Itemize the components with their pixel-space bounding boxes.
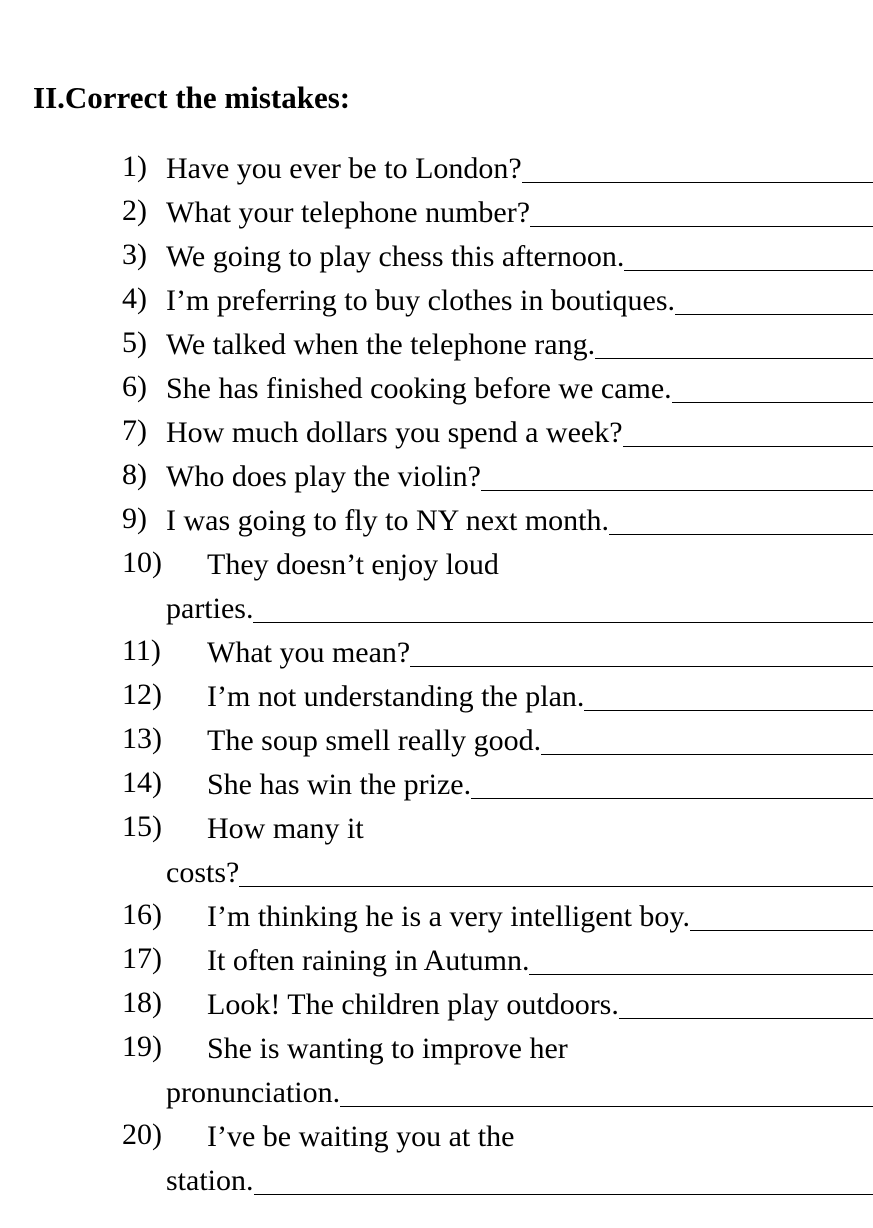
item-sentence-continuation: parties. [166,592,254,625]
item-sentence: How many it [207,812,364,845]
answer-blank[interactable] [595,357,873,359]
item-sentence: Look! The children play outdoors. [207,988,619,1021]
answer-blank[interactable] [410,665,873,667]
exercise-item-continuation [0,587,873,631]
exercise-item [0,367,873,411]
item-sentence: I’m preferring to buy clothes in boutiques. [166,284,676,317]
answer-blank[interactable] [609,533,873,535]
item-sentence: How much dollars you spend a week? [166,416,623,449]
exercise-item [0,1027,873,1071]
item-number: 13) [122,722,162,755]
exercise-item-continuation [0,851,873,895]
exercise-item [0,983,873,1027]
item-number: 7) [122,414,147,447]
item-sentence: It often raining in Autumn. [207,944,530,977]
item-sentence-continuation: costs? [166,856,240,889]
answer-blank[interactable] [254,1193,873,1195]
item-number: 12) [122,678,162,711]
item-number: 6) [122,370,147,403]
item-number: 19) [122,1030,162,1063]
answer-blank[interactable] [624,269,873,271]
exercise-item [0,499,873,543]
exercise-item [0,807,873,851]
item-number: 14) [122,766,162,799]
exercise-item-continuation [0,1071,873,1115]
answer-blank[interactable] [481,489,873,491]
answer-blank[interactable] [530,225,873,227]
item-number: 2) [122,194,147,227]
item-sentence: Have you ever be to London? [166,152,522,185]
item-sentence: The soup smell really good. [207,724,542,757]
item-sentence: They doesn’t enjoy loud [207,548,499,581]
exercise-item [0,323,873,367]
section-heading: II.Correct the mistakes: [33,80,351,115]
exercise-item [0,631,873,675]
item-number: 10) [122,546,162,579]
item-sentence: We talked when the telephone rang. [166,328,596,361]
answer-blank[interactable] [584,709,873,711]
item-number: 15) [122,810,162,843]
exercise-item [0,455,873,499]
answer-blank[interactable] [529,973,873,975]
answer-blank[interactable] [340,1105,873,1107]
item-number: 9) [122,502,147,535]
item-number: 3) [122,238,147,271]
item-sentence: She is wanting to improve her [207,1032,568,1065]
answer-blank[interactable] [623,445,873,447]
answer-blank[interactable] [239,885,873,887]
item-sentence: I was going to fly to NY next month. [166,504,610,537]
answer-blank[interactable] [672,401,873,403]
answer-blank[interactable] [690,929,873,931]
item-sentence-continuation: station. [166,1164,254,1197]
item-number: 4) [122,282,147,315]
item-sentence: What your telephone number? [166,196,531,229]
exercise-item [0,543,873,587]
exercise-item [0,191,873,235]
item-sentence-continuation: pronunciation. [166,1076,341,1109]
exercise-item [0,1115,873,1159]
exercise-item [0,235,873,279]
item-number: 1) [122,150,147,183]
exercise-item-continuation [0,1159,873,1203]
item-sentence: I’m not understanding the plan. [207,680,585,713]
item-sentence: Who does play the violin? [166,460,481,493]
exercise-item [0,895,873,939]
exercise-item [0,411,873,455]
exercise-item [0,939,873,983]
item-sentence: I’ve be waiting you at the [207,1120,515,1153]
item-number: 18) [122,986,162,1019]
answer-blank[interactable] [253,621,873,623]
item-sentence: She has finished cooking before we came. [166,372,672,405]
answer-blank[interactable] [675,313,873,315]
item-number: 17) [122,942,162,975]
item-number: 8) [122,458,147,491]
item-number: 20) [122,1118,162,1151]
item-sentence: I’m thinking he is a very intelligent boy. [207,900,690,933]
exercise-item [0,279,873,323]
item-number: 5) [122,326,147,359]
item-number: 11) [122,634,161,667]
item-number: 16) [122,898,162,931]
exercise-item [0,763,873,807]
answer-blank[interactable] [471,797,873,799]
item-sentence: What you mean? [207,636,411,669]
item-sentence: She has win the prize. [207,768,472,801]
exercise-item [0,719,873,763]
answer-blank[interactable] [619,1017,873,1019]
answer-blank[interactable] [541,753,873,755]
exercise-item [0,147,873,191]
exercise-item [0,675,873,719]
exercise-list [0,147,873,1203]
item-sentence: We going to play chess this afternoon. [166,240,625,273]
answer-blank[interactable] [522,181,873,183]
